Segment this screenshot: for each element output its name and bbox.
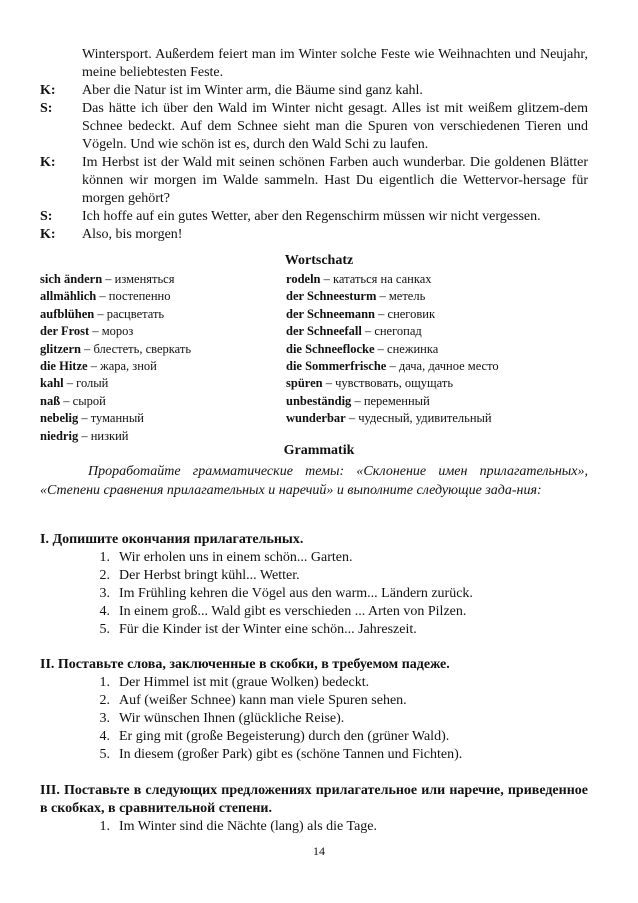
russian-translation: туманный (90, 411, 144, 426)
german-word: sich ändern (40, 272, 103, 286)
russian-translation: голый (76, 376, 109, 391)
task-item-text: Der Herbst bringt kühl... Wetter. (119, 568, 300, 583)
vocab-entry: niedrig – низкий (40, 428, 129, 443)
russian-translation: блестеть, сверкать (93, 341, 192, 356)
german-word: nebelig (40, 411, 79, 426)
speaker-label: K: (40, 83, 56, 98)
task-item-text: Der Himmel ist mit (graue Wolken) bedeckt. (119, 675, 370, 690)
vocab-entry: spüren – чувствовать, ощущать (286, 376, 454, 391)
german-word: der Schneefall (286, 324, 362, 339)
russian-translation: изменяться (114, 272, 175, 286)
russian-translation: снежинка (387, 341, 439, 356)
vocab-entry: glitzern – блестеть, сверкать (40, 341, 192, 356)
german-word: der Schneemann (286, 306, 376, 321)
vocab-title: Wortschatz (284, 253, 354, 268)
vocab-entry: die Sommerfrische – дача, дачное место (286, 359, 499, 374)
vocab-column-right (286, 271, 606, 428)
german-word: der Schneesturm (286, 289, 377, 304)
vocab-entry: wunderbar – чудесный, удивительный (286, 411, 492, 426)
task-item-text: Wir erholen uns in einem schön... Garten. (119, 550, 353, 565)
speaker-label: K: (40, 155, 56, 170)
vocab-entry: aufblühen – расцветать (40, 306, 165, 321)
dialog-block (40, 46, 588, 244)
russian-translation: чувствовать, ощущать (335, 376, 454, 391)
vocab-entry: die Schneeflocke – снежинка (286, 341, 439, 356)
german-word: wunderbar (286, 411, 346, 426)
russian-translation: снегопад (374, 324, 422, 339)
task-list (40, 674, 588, 764)
task-title: I. Допишите окончания прилагательных. (40, 532, 304, 547)
russian-translation: снеговик (387, 306, 436, 321)
vocab-entry: naß – сырой (40, 393, 106, 408)
dialog-text: Aber die Natur ist im Winter arm, die Bäume sind ganz kahl. (82, 83, 423, 98)
task-item-text: In diesem (großer Park) gibt es (schöne Tannen und Fichten). (119, 747, 463, 762)
dialog-line (40, 154, 588, 208)
grammar-intro-text: Проработайте грамматические темы: «Склонение имен прилагательных», «Степени сравнения прилагательных и наречий» и выполните следующие зада-ния: (40, 464, 588, 498)
dialog-line (40, 100, 588, 154)
german-word: rodeln (286, 272, 321, 286)
german-word: allmählich (40, 289, 97, 304)
russian-translation: сырой (72, 393, 106, 408)
vocab-column-left (40, 271, 280, 445)
speaker-label: K: (40, 227, 56, 242)
task-item: 3. Im Frühling kehren die Vögel aus den warm... Ländern zurück. (99, 586, 473, 601)
russian-translation: кататься на санках (333, 272, 432, 286)
vocab-entry: allmählich – постепенно (40, 289, 171, 304)
task-item: 2. Auf (weißer Schnee) kann man viele Spuren sehen. (99, 693, 407, 708)
vocab-entry: rodeln – кататься на санках (286, 272, 432, 286)
russian-translation: мороз (101, 324, 134, 339)
task-item-text: Auf (weißer Schnee) kann man viele Spuren sehen. (119, 693, 407, 708)
german-word: unbeständig (286, 393, 352, 408)
dialog-line (40, 208, 588, 226)
task-item: 1. Im Winter sind die Nächte (lang) als die Tage. (99, 819, 378, 834)
grammar-intro (40, 462, 588, 500)
task-item-text: In einem groß... Wald gibt es verschieden ... Arten von Pilzen. (119, 604, 467, 619)
german-word: aufblühen (40, 306, 95, 321)
task-title: III. Поставьте в следующих предложениях прилагательное или наречие, приведенное в скобках, в сравнительной степени. (40, 783, 588, 816)
speaker-label: S: (40, 209, 53, 224)
vocab-entry: der Schneefall – снегопад (286, 324, 422, 339)
vocab-entry: die Hitze – жара, зной (40, 359, 157, 374)
german-word: niedrig (40, 428, 79, 443)
task-item: 2. Der Herbst bringt kühl... Wetter. (99, 568, 300, 583)
task-title: II. Поставьте слова, заключенные в скобки, в требуемом падеже. (40, 657, 450, 672)
german-word: die Hitze (40, 359, 88, 374)
german-word: die Sommerfrische (286, 359, 387, 374)
task-item-text: Er ging mit (große Begeisterung) durch den (grüner Wald). (119, 729, 450, 744)
dialog-line (40, 82, 588, 100)
russian-translation: чудесный, удивительный (358, 411, 492, 426)
task-list (40, 818, 588, 836)
vocab-entry: der Schneemann – снеговик (286, 306, 436, 321)
task-item-text: Wir wünschen Ihnen (glückliche Reise). (119, 711, 345, 726)
german-word: die Schneeflocke (286, 341, 375, 356)
dialog-line (40, 226, 588, 244)
vocab-entry: der Schneesturm – метель (286, 289, 426, 304)
german-word: der Frost (40, 324, 90, 339)
task-item: 5. Für die Kinder ist der Winter eine schön... Jahreszeit. (99, 622, 417, 637)
task-item-text: Im Winter sind die Nächte (lang) als die Tage. (119, 819, 378, 834)
task-item: 1. Wir erholen uns in einem schön... Garten. (99, 550, 353, 565)
dialog-text: Das hätte ich über den Wald im Winter nicht gesagt. Alles ist mit weißem glitzem-dem Schnee bedeckt. Auf dem Schnee sieht man die Spuren von verschiedenen Tieren und Vögeln. Und wie schön ist es, durch den Wald Schi zu laufen. (82, 101, 588, 152)
russian-translation: расцветать (106, 306, 165, 321)
dialog-continuation: Wintersport. Außerdem feiert man im Winter solche Feste wie Weihnachten und Neujahr, meine beliebtesten Feste. (82, 47, 588, 80)
russian-translation: дача, дачное место (398, 359, 499, 374)
vocab-entry: nebelig – туманный (40, 411, 144, 426)
task-item: 4. In einem groß... Wald gibt es verschieden ... Arten von Pilzen. (99, 604, 467, 619)
task-3 (40, 782, 588, 836)
german-word: naß (40, 393, 61, 408)
task-2 (40, 656, 588, 764)
russian-translation: метель (388, 289, 426, 304)
grammar-title: Grammatik (283, 443, 355, 458)
german-word: spüren (286, 376, 323, 391)
german-word: kahl (40, 376, 64, 391)
task-1 (40, 531, 588, 639)
vocab-entry: sich ändern – изменяться (40, 272, 175, 286)
vocab-entry: der Frost – мороз (40, 324, 134, 339)
german-word: glitzern (40, 341, 81, 356)
vocab-entry: unbeständig – переменный (286, 393, 430, 408)
task-item: 3. Wir wünschen Ihnen (glückliche Reise). (99, 711, 345, 726)
dialog-text: Ich hoffe auf ein gutes Wetter, aber den Regenschirm müssen wir nicht vergessen. (82, 209, 541, 224)
russian-translation: низкий (90, 428, 129, 443)
vocab-entry: kahl – голый (40, 376, 109, 391)
task-item: 4. Er ging mit (große Begeisterung) durch den (grüner Wald). (99, 729, 450, 744)
task-item: 1. Der Himmel ist mit (graue Wolken) bedeckt. (99, 675, 370, 690)
task-item: 5. In diesem (großer Park) gibt es (schöne Tannen und Fichten). (99, 747, 463, 762)
speaker-label: S: (40, 101, 53, 116)
task-list (40, 549, 588, 639)
page-number: 14 (313, 844, 325, 858)
russian-translation: переменный (363, 393, 430, 408)
task-item-text: Im Frühling kehren die Vögel aus den warm... Ländern zurück. (119, 586, 473, 601)
russian-translation: постепенно (108, 289, 171, 304)
dialog-text: Also, bis morgen! (82, 227, 183, 242)
russian-translation: жара, зной (100, 359, 157, 374)
dialog-text: Im Herbst ist der Wald mit seinen schönen Farben auch wunderbar. Die goldenen Blätter können wir morgen im Walde sammeln. Hast Du eigentlich die Wettervor-hersage für morgen gehört? (82, 155, 588, 206)
task-item-text: Für die Kinder ist der Winter eine schön... Jahreszeit. (119, 622, 417, 637)
